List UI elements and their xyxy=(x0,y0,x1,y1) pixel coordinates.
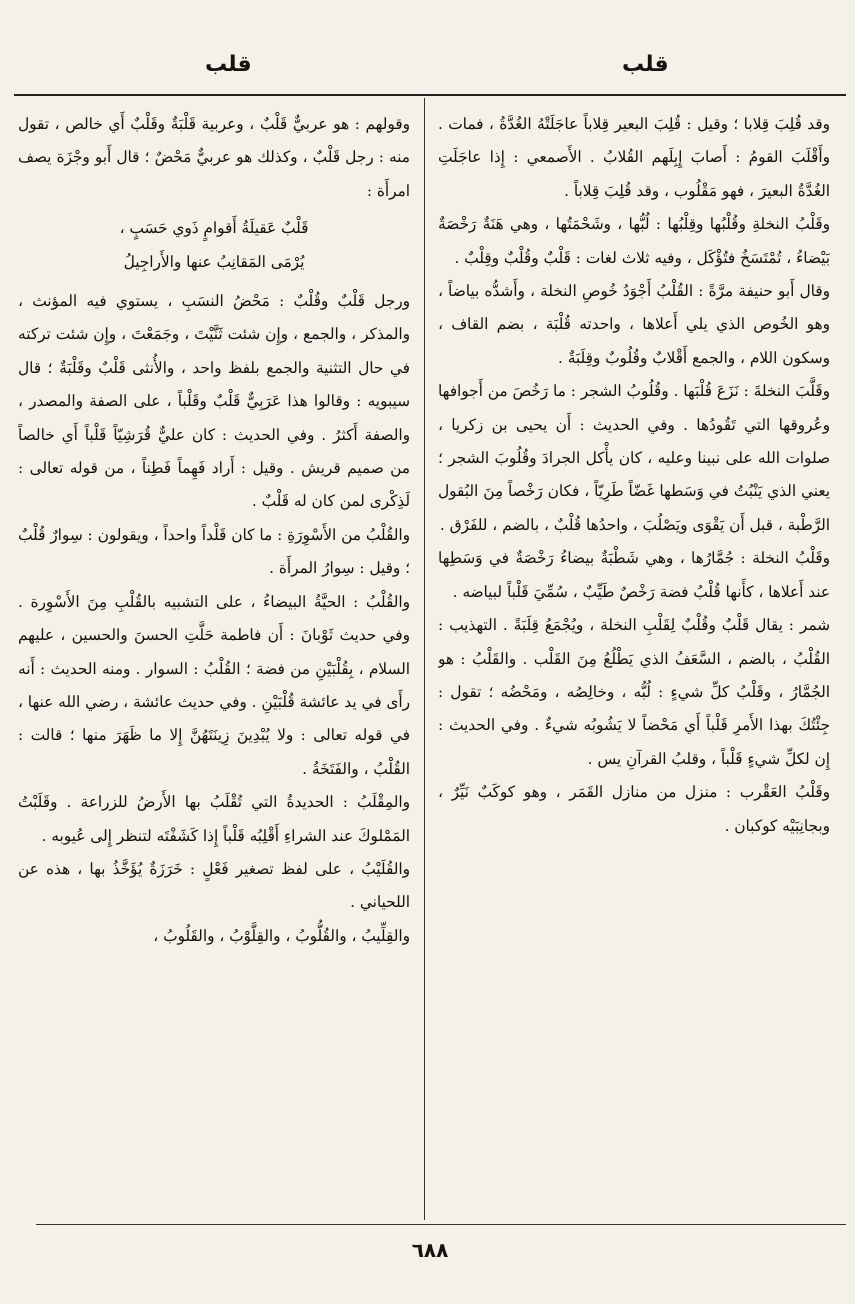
paragraph: وقولهم : هو عربيٌّ قَلْبٌ ، وعربية قَلْبَةٌ وقَلْبٌ أَي خالص ، تقول منه : رجل قَلْبٌ ، وكذلك هو عربيٌّ مَحْضٌ ؛ قال أَبو وجْزَة يصف امرأَة : xyxy=(18,115,410,200)
page-number: ٦٨٨ xyxy=(411,1238,449,1262)
footer-rule xyxy=(36,1224,846,1225)
paragraph: والقُلْبُ : الحيَّةُ البيضاءُ ، على التشبيه بالقُلْبِ مِنَ الأَسْوِرة . وفي حديث ثَوْبانَ : أَن فاطمة حَلَّتِ الحسنَ والحسين ، عليهم السلام ، بِقُلْبَيْنِ من فضة ؛ القُلْبُ : السوار . ومنه الحديث : أَنه رأَى في يد عائشة قُلْبَيْنِ . وفي حديث عائشة ، رضي الله عنها ، في قوله تعالى : ولا يُبْدِينَ زِينَتَهُنَّ إِلا ما ظَهَرَ منها ؛ قالت : القُلْبُ ، والفَتَخَةُ . xyxy=(18,592,410,778)
verse-line-1: قَلْبٌ عَقيلَةُ أَقوامٍ ذَوي حَسَبٍ ، xyxy=(119,219,309,238)
paragraph: ورجل قَلْبٌ وقُلْبٌ : مَحْضُ النسَبِ ، يستوي فيه المؤنث ، والمذكر ، والجمع ، وإِن شئت ثَنَّيْتَ ، وجَمَعْتَ ، وإِن شئت تركته في حال التثنية والجمع بلفظ واحد ، والأُنثى قَلْبٌ وقَلْبَةٌ ؛ قال سيبويه : وقالوا هذا عَرَبِيٌّ قَلْبٌ وقَلْباً ، على الصفة والمصدر ، والصفة أَكثرُ . وفي الحديث : كان عليٌّ قُرَشِيّاً قَلْباً أَي خالصاً من صميم قريش . وقيل : أَراد فَهِماً فَطِناً ، من قوله تعالى : لَذِكْرى لمن كان له قَلْبٌ . xyxy=(18,292,410,511)
paragraph: وقَلْبُ العَقْرب : منزل من منازل القَمَر ، وهو كوكَبٌ نَيِّرٌ ، وبجانِبَيْه كوكبان . xyxy=(438,783,830,835)
paragraph: وقَلْبُ النخلة : جُمَّارُها ، وهي شَطْبَةٌ بيضاءُ رَخْصَةٌ في وَسَطِها عند أَعلاها ، كأَنها قُلْبُ فضة رَخْصٌ طَيِّبٌ ، سُمِّيَ قَلْباً لبياضه . xyxy=(438,549,830,601)
running-head-left: قلب xyxy=(205,52,252,77)
verse-line-2: يُرْمَى المَقانِبُ عنها والأَراجِيلُ xyxy=(123,252,305,271)
poetry-verse xyxy=(18,212,410,279)
paragraph: والمِقْلَبُ : الحديدةُ التي تُقْلَبُ بها الأَرضُ للزراعة . وقَلَبْتُ المَمْلوكَ عند الشراءِ أَقْلِبُه قَلْباً إِذا كَشَفْتَه لتنظر إِلى عُيوبه . xyxy=(18,793,410,845)
paragraph: وقَلْبُ النخلةِ وقُلْبُها وقِلْبُها : لُبُّها ، وشَحْمَتُها ، وهي هَنَةٌ رَخْصَةٌ بَيْضاءُ ، تُمْتَسَخُ فتُؤْكَل ، وفيه ثلاث لغات : قَلْبٌ وقُلْبٌ وقِلْبٌ . xyxy=(438,215,830,267)
paragraph: شمر : يقال قَلْبٌ وقُلْبٌ لِقَلْبِ النخلة ، ويُجْمَعُ قِلَبَةً . التهذيب : القُلْبُ ، بالضم ، السَّعَفُ الذي يَطْلُعُ مِنَ القَلْب . والقَلْبُ : هو الجُمَّارُ ، وقَلْبُ كلِّ شيءٍ : لُبُّه ، وخالِصُه ، ومَحْضُه ؛ تقول : جِئْتُكَ بهذا الأَمرِ قَلْباً أَي مَحْضاً لا يَشُوبُه شيءٌ . وفي الحديث : إِن لكلِّ شيءٍ قَلْباً ، وقلبُ القرآنِ يس . xyxy=(438,616,830,768)
running-head-right: قلب xyxy=(622,52,669,77)
paragraph: والقُلَيْبُ ، على لفظ تصغير فَعْلٍ : خَرَزَةٌ يُؤَخَّذُ بها ، هذه عن اللحياني . xyxy=(18,859,410,912)
paragraph: وقد قُلِبَ قِلابا ؛ وقيل : قُلِبَ البعير قِلاباً عاجَلَتْهُ الغُدَّةُ ، فمات . وأَقْلَبَ القومُ : أَصابَ إِبِلَهم القُلابُ . الأَصمعي : إِذا عاجَلَتِ الغُدَّةُ البعيرَ ، فهو مَقْلُوب ، وقد قُلِبَ قِلاباً . xyxy=(438,115,830,200)
right-column xyxy=(438,108,830,1218)
column-divider xyxy=(424,98,425,1220)
paragraph: والقُلْبُ من الأَسْوِرَةِ : ما كان قَلْداً واحداً ، ويقولون : سِوارٌ قُلْبٌ ؛ وقيل : سِوارُ المرأَة . xyxy=(18,525,410,578)
paragraph: والقِلِّيبُ ، والقُلُّوبُ ، والقِلَّوْبُ ، والقَلُوبُ ، xyxy=(153,926,410,945)
left-column xyxy=(18,108,410,1218)
header-rule xyxy=(14,94,846,96)
paragraph: وقال أَبو حنيفة مرَّةً : القُلْبُ أَجْوَدُ خُوصِ النخلة ، وأَشدُّه بياضاً ، وهو الخُوص الذي يلي أَعلاها ، واحدته قُلْبَة ، بضم القاف ، وسكون اللام ، والجمع أَقْلابٌ وقُلُوبٌ وقِلَبَةٌ . xyxy=(438,282,830,367)
paragraph: وقَلَّبَ النخلةَ : نَزَعَ قُلْبَها . وقُلُوبُ الشجر : ما رَخُصَ من أَجوافها وعُروقها التي تَقُودُها . وفي الحديث : أَن يحيى بن زكريا ، صلوات الله على نبينا وعليه ، كان يأْكل الجرادَ وقُلُوبَ الشجر ؛ يعني الذي يَنْبُتُ في وَسَطها غَضّاً طَرِيّاً ، فكان رَخْصاً مِنَ البُقول الرَّطْبة ، قبل أَن يَقْوَى ويَصْلُبَ ، واحدُها قُلْبٌ ، بالضم ، للفَرْق . xyxy=(438,382,830,534)
